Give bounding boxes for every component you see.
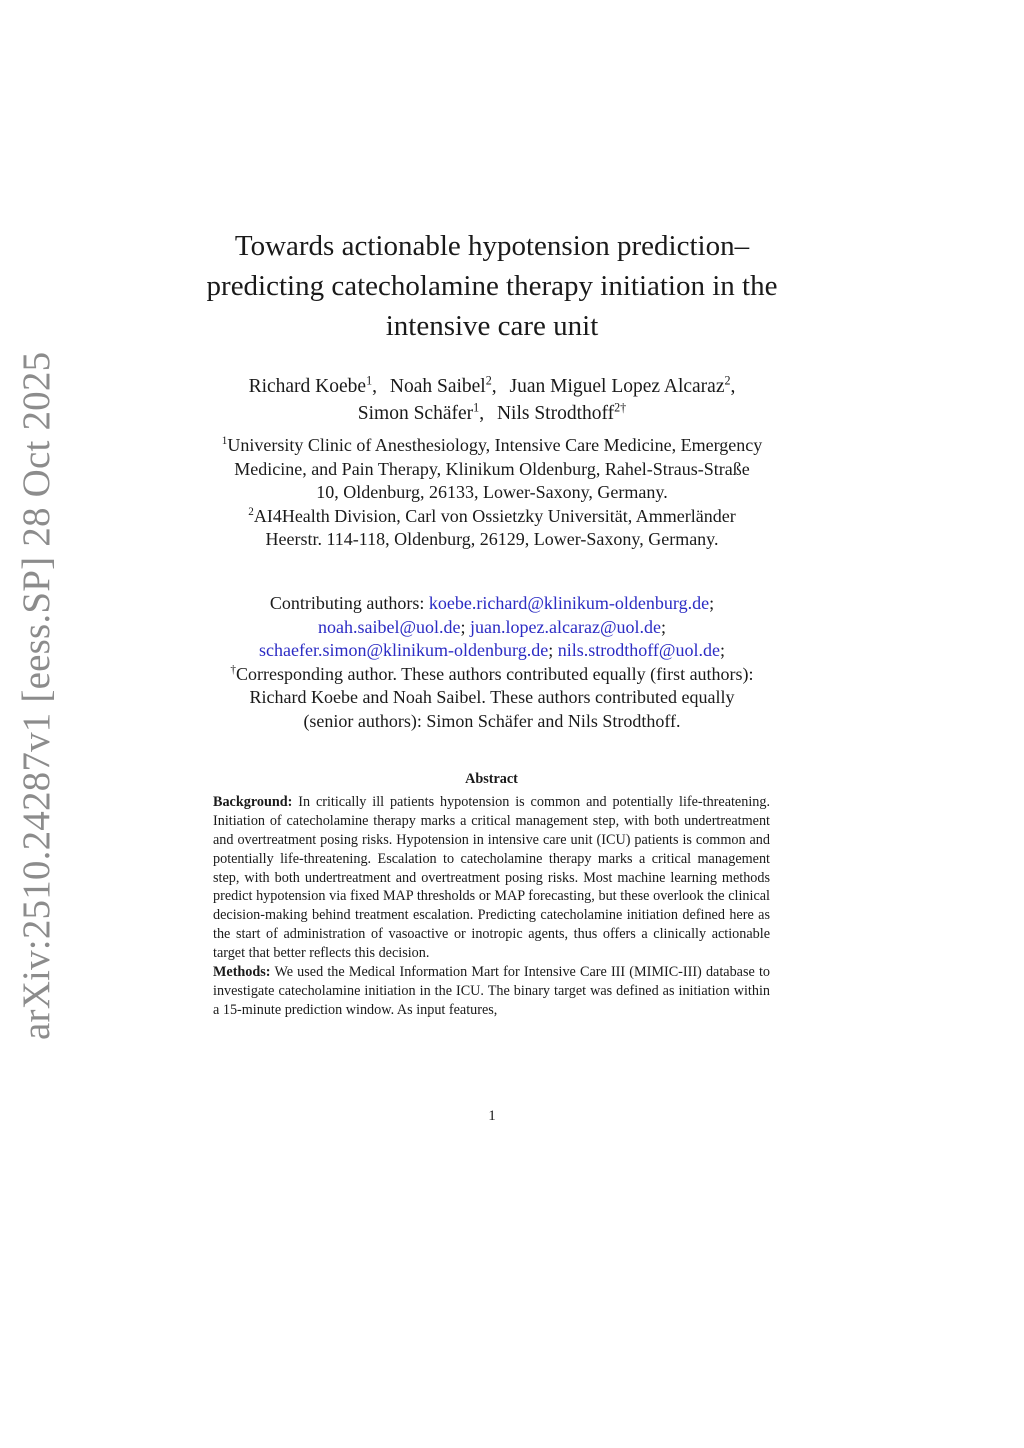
abstract-background: [213, 793, 770, 963]
affiliation-text: Medicine, and Pain Therapy, Klinikum Oldenburg, Rahel-Straus-Straße: [234, 458, 750, 479]
affiliation-text: AI4Health Division, Carl von Ossietzky Universität, Ammerländer: [253, 505, 736, 526]
background-label: Background:: [213, 793, 293, 810]
author-list: Richard Koebe$^1$, Noah Saibel$^2$, Juan Miguel Lopez Alcaraz$^2$, Simon Schäfer$^1$, Nils Strodthoff$^{2\dagger}$: [248, 373, 736, 424]
email-link[interactable]: noah.saibel@uol.de: [317, 616, 461, 637]
abstract-heading: Abstract: [465, 771, 518, 787]
background-text: In critically ill patients hypotension is common and potentially life-threatening. Initiation of catecholamine therapy marks a critical management step, with both undertreatment and overtreatment posing risks. Hypotension in intensive care unit (ICU) patients is common and potentially life-threatening. Escalation to catecholamine therapy marks a critical management step, with both undertreatment and overtreatment posing risks. Most machine learning methods predict hypotension via fixed MAP thresholds or MAP forecasting, but these overlook the clinical decision-making behind treatment escalation. Predicting catecholamine initiation defined here as the start of administration of vasoactive or inotropic agents, thus offers a clinically actionable target that better reflects this decision.: [213, 793, 770, 962]
author-affiliation-mark: 1: [366, 373, 373, 388]
affiliation-mark: 1: [221, 435, 228, 447]
author-name: Noah Saibel: [389, 376, 486, 397]
dagger-mark: †: [230, 663, 236, 676]
contributing-label: Contributing authors:: [269, 593, 425, 613]
affiliations: [160, 434, 824, 552]
author-affiliation-mark: 2: [485, 373, 492, 388]
methods-text: We used the Medical Information Mart for Intensive Care III (MIMIC-III) database to investigate catecholamine initiation in the ICU. The binary target was defined as initiation within a 15-minute prediction window. As input features,: [213, 964, 770, 1018]
author-name: Nils Strodthoff: [496, 403, 615, 424]
affiliation-text: Heerstr. 114-118, Oldenburg, 26129, Lower-Saxony, Germany.: [265, 529, 719, 549]
author-name: Juan Miguel Lopez Alcaraz: [509, 376, 725, 397]
title-line: intensive care unit: [385, 310, 599, 342]
affiliation-text: University Clinic of Anesthesiology, Intensive Care Medicine, Emergency: [227, 435, 763, 455]
contributing-authors: Contributing authors: koebe.richard@klinikum-oldenburg.de; noah.saibel@uol.de; juan.lopez.alcaraz@uol.de; schaefer.simon@klinikum-oldenburg.de; nils.strodthoff@uol.de; †Corresponding author. These authors contributed equally (first authors): Richard Koebe and Noah Saibel. These authors contributed equally (senior authors): Simon Schäfer and Nils Strodthoff.: [160, 592, 824, 733]
author-affiliation-mark: 1: [473, 400, 480, 415]
author-affiliation-mark: 2†: [614, 400, 627, 415]
title-line: Towards actionable hypotension prediction–: [234, 230, 750, 262]
email-link[interactable]: koebe.richard@klinikum-oldenburg.de: [428, 593, 710, 613]
corresponding-note: Richard Koebe and Noah Saibel. These authors contributed equally: [249, 687, 735, 707]
author-affiliation-mark: 2: [724, 373, 731, 388]
paper-title: [160, 226, 824, 346]
arxiv-identifier-stamp: arXiv:2510.24287v1 [eess.SP] 28 Oct 2025: [15, 351, 58, 1040]
corresponding-note: (senior authors): Simon Schäfer and Nils Strodthoff.: [303, 710, 681, 731]
email-link[interactable]: nils.strodthoff@uol.de: [557, 640, 720, 660]
affiliation-text: 10, Oldenburg, 26133, Lower-Saxony, Germany.: [316, 482, 668, 502]
author-name: Richard Koebe: [248, 376, 367, 397]
abstract-methods: [213, 963, 770, 1020]
email-link[interactable]: schaefer.simon@klinikum-oldenburg.de: [259, 640, 549, 660]
page-number: 1: [488, 1108, 496, 1124]
corresponding-note: Corresponding author. These authors contributed equally (first authors):: [236, 663, 754, 684]
title-line: predicting catecholamine therapy initiation in the: [206, 270, 778, 302]
email-link[interactable]: juan.lopez.alcaraz@uol.de: [470, 616, 662, 637]
methods-label: Methods:: [213, 964, 271, 981]
author-name: Simon Schäfer: [357, 403, 474, 424]
abstract-section: [213, 770, 770, 1020]
affiliation-mark: 2: [248, 505, 254, 518]
